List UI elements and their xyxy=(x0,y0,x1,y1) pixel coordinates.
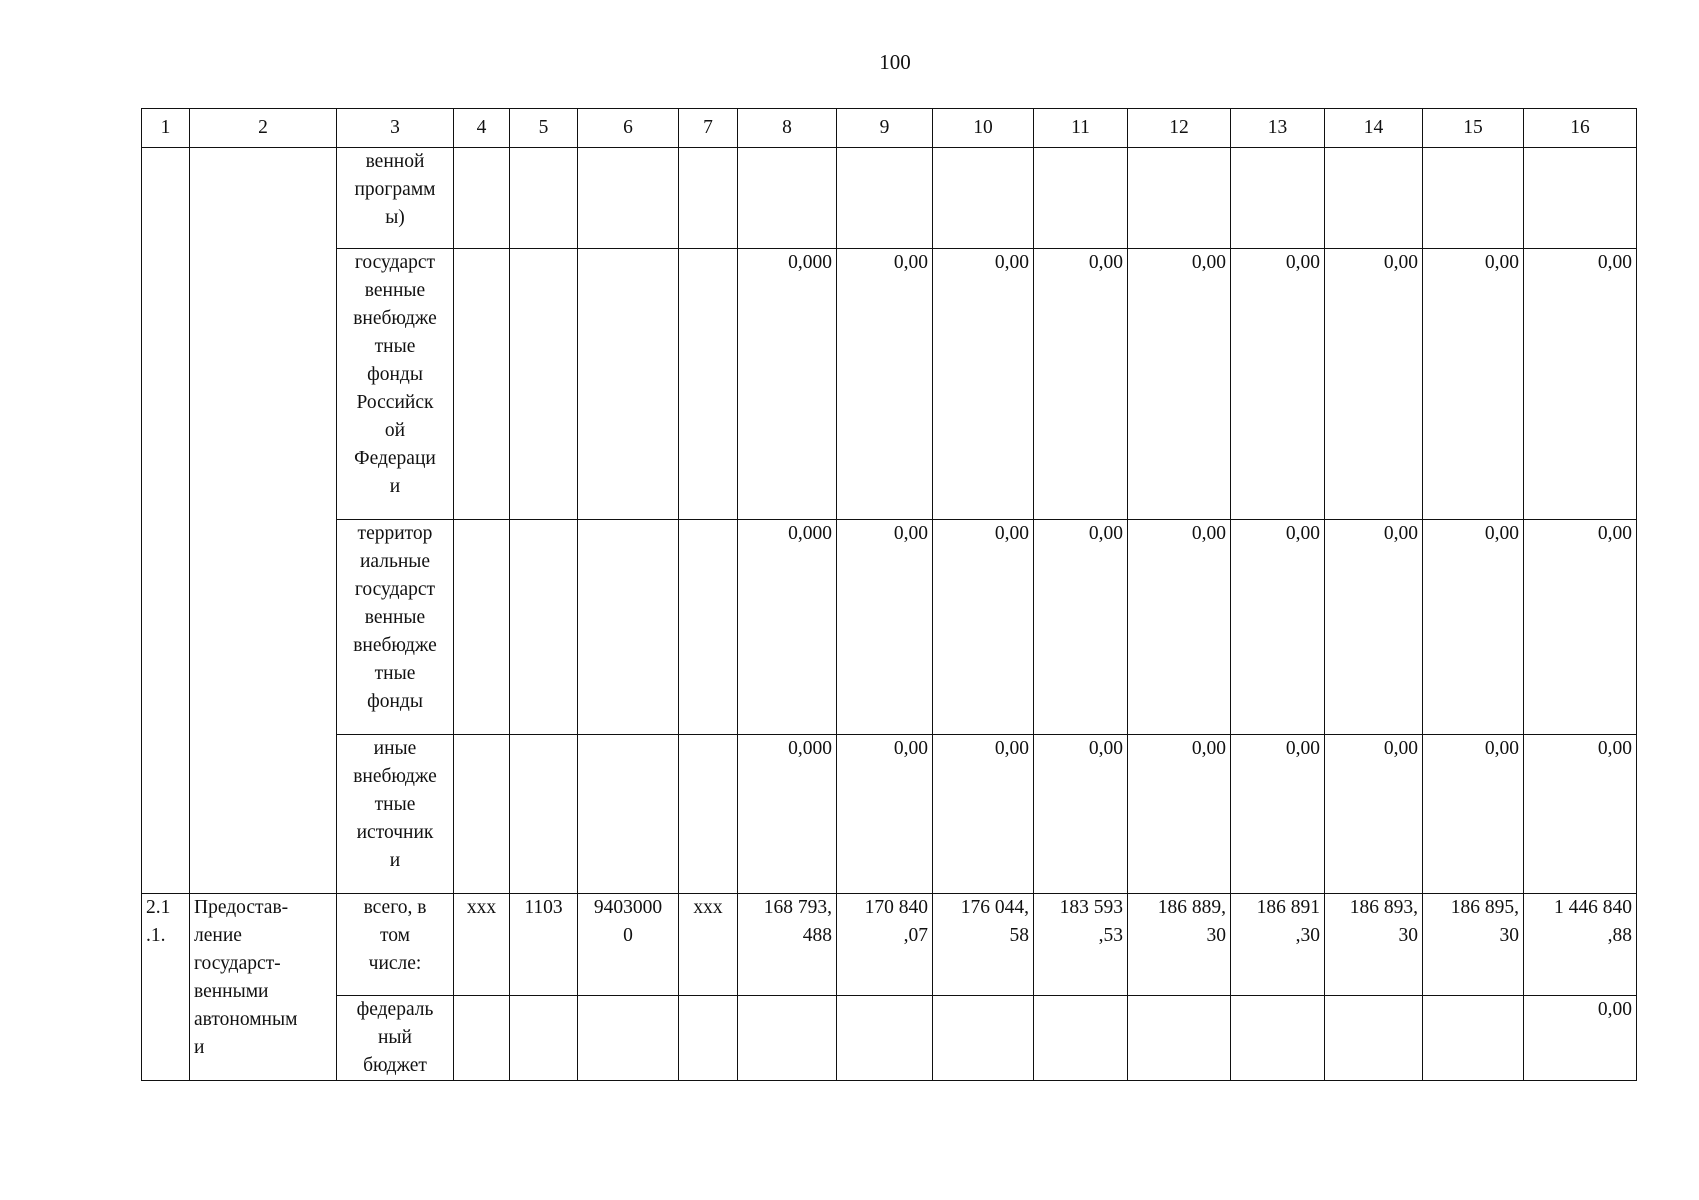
value-cell xyxy=(1325,894,1423,996)
value-text: 186 889, 30 xyxy=(1157,897,1226,946)
empty-cell xyxy=(578,520,679,735)
column-number: 15 xyxy=(1423,109,1524,148)
value-cell: 0,00 xyxy=(837,735,933,894)
value-cell xyxy=(738,996,837,1081)
value-cell: 0,00 xyxy=(1325,735,1423,894)
source-text: федераль ный бюджет xyxy=(356,999,434,1076)
column-number: 4 xyxy=(454,109,510,148)
value-cell: 0,00 xyxy=(1524,735,1637,894)
name-cell-empty xyxy=(190,148,337,894)
empty-cell xyxy=(679,735,738,894)
value-cell xyxy=(837,148,933,249)
empty-cell xyxy=(454,249,510,520)
csr-cell xyxy=(578,996,679,1081)
value-text: 186 891 ,30 xyxy=(1256,897,1320,946)
column-number: 11 xyxy=(1034,109,1128,148)
table-row xyxy=(142,996,1637,1081)
column-number: 7 xyxy=(679,109,738,148)
value-cell: 0,00 xyxy=(1231,520,1325,735)
empty-cell xyxy=(679,249,738,520)
number-cell-empty xyxy=(142,148,190,894)
value-cell: 0,00 xyxy=(933,249,1034,520)
column-number: 3 xyxy=(337,109,454,148)
value-cell xyxy=(1423,148,1524,249)
value-cell: 0,00 xyxy=(1231,735,1325,894)
column-number: 9 xyxy=(837,109,933,148)
budget-table xyxy=(141,108,1637,1081)
source-cell xyxy=(337,735,454,894)
value-cell xyxy=(1423,894,1524,996)
value-text: 170 840 ,07 xyxy=(864,897,928,946)
value-cell: 0,000 xyxy=(738,735,837,894)
value-cell: 0,000 xyxy=(738,249,837,520)
column-number: 6 xyxy=(578,109,679,148)
table-row xyxy=(142,249,1637,520)
value-cell xyxy=(1231,894,1325,996)
value-cell xyxy=(933,894,1034,996)
value-cell xyxy=(1524,148,1637,249)
column-number: 14 xyxy=(1325,109,1423,148)
column-number: 12 xyxy=(1128,109,1231,148)
value-cell xyxy=(837,894,933,996)
value-text: 1 446 840 ,88 xyxy=(1554,897,1632,946)
vr-cell xyxy=(679,996,738,1081)
empty-cell xyxy=(454,735,510,894)
empty-cell xyxy=(510,520,578,735)
value-cell xyxy=(1325,996,1423,1081)
empty-cell xyxy=(510,249,578,520)
value-cell xyxy=(1231,996,1325,1081)
measure-name: Предостав- ление государст- венными автономным и xyxy=(194,897,298,1058)
value-cell: 0,00 xyxy=(1325,520,1423,735)
empty-cell xyxy=(578,735,679,894)
grbs-cell: ххх xyxy=(454,894,510,996)
value-cell: 0,00 xyxy=(933,735,1034,894)
value-cell: 0,00 xyxy=(1524,249,1637,520)
value-cell: 0,00 xyxy=(1524,996,1637,1081)
source-cell xyxy=(337,996,454,1081)
empty-cell xyxy=(510,735,578,894)
empty-cell xyxy=(679,520,738,735)
value-cell: 0,00 xyxy=(1034,735,1128,894)
value-cell xyxy=(738,894,837,996)
column-number-row xyxy=(142,109,1637,148)
source-text: иные внебюдже тные источник и xyxy=(353,738,437,871)
source-text: венной программ ы) xyxy=(354,151,436,228)
value-cell xyxy=(1128,148,1231,249)
column-number: 2 xyxy=(190,109,337,148)
value-text: 176 044, 58 xyxy=(960,897,1029,946)
value-cell: 0,00 xyxy=(837,520,933,735)
source-cell xyxy=(337,249,454,520)
value-cell xyxy=(1128,996,1231,1081)
value-cell: 0,00 xyxy=(1325,249,1423,520)
value-cell xyxy=(933,996,1034,1081)
table-row xyxy=(142,520,1637,735)
value-cell xyxy=(837,996,933,1081)
empty-cell xyxy=(578,148,679,249)
empty-cell xyxy=(454,520,510,735)
empty-cell xyxy=(679,148,738,249)
table-row xyxy=(142,735,1637,894)
value-cell xyxy=(738,148,837,249)
value-cell xyxy=(1034,996,1128,1081)
value-cell: 0,00 xyxy=(1524,520,1637,735)
value-cell xyxy=(1231,148,1325,249)
value-cell xyxy=(933,148,1034,249)
value-cell: 0,00 xyxy=(837,249,933,520)
source-cell xyxy=(337,148,454,249)
source-text: государст венные внебюдже тные фонды Российск ой Федераци и xyxy=(353,252,437,497)
value-cell xyxy=(1325,148,1423,249)
measure-name-cell xyxy=(190,894,337,1081)
value-text: 186 893, 30 xyxy=(1349,897,1418,946)
column-number: 13 xyxy=(1231,109,1325,148)
table-row xyxy=(142,894,1637,996)
table-row xyxy=(142,148,1637,249)
csr-text: 9403000 0 xyxy=(593,897,663,946)
grbs-cell xyxy=(454,996,510,1081)
value-text: 183 593 ,53 xyxy=(1059,897,1123,946)
value-cell xyxy=(1034,148,1128,249)
rzpr-cell: 1103 xyxy=(510,894,578,996)
empty-cell xyxy=(578,249,679,520)
vr-cell: ххх xyxy=(679,894,738,996)
column-number: 16 xyxy=(1524,109,1637,148)
value-cell: 0,00 xyxy=(1034,520,1128,735)
source-text: всего, в том числе: xyxy=(363,897,427,974)
value-cell xyxy=(1128,894,1231,996)
column-number: 10 xyxy=(933,109,1034,148)
value-cell: 0,00 xyxy=(1128,520,1231,735)
value-text: 168 793, 488 xyxy=(763,897,832,946)
source-cell xyxy=(337,894,454,996)
value-cell: 0,00 xyxy=(1423,735,1524,894)
value-cell: 0,00 xyxy=(1128,249,1231,520)
measure-number-cell xyxy=(142,894,190,1081)
empty-cell xyxy=(510,148,578,249)
measure-number: 2.1 .1. xyxy=(146,897,171,946)
source-text: территор иальные государст венные внебюдже тные фонды xyxy=(353,523,437,712)
value-cell: 0,00 xyxy=(1423,520,1524,735)
column-number: 1 xyxy=(142,109,190,148)
value-cell: 0,00 xyxy=(1128,735,1231,894)
rzpr-cell xyxy=(510,996,578,1081)
page-number: 100 xyxy=(879,50,911,74)
value-cell: 0,00 xyxy=(1423,249,1524,520)
value-cell xyxy=(1524,894,1637,996)
value-cell: 0,00 xyxy=(933,520,1034,735)
empty-cell xyxy=(454,148,510,249)
value-cell xyxy=(1423,996,1524,1081)
value-text: 186 895, 30 xyxy=(1450,897,1519,946)
value-cell xyxy=(1034,894,1128,996)
source-cell xyxy=(337,520,454,735)
value-cell: 0,00 xyxy=(1231,249,1325,520)
value-cell: 0,000 xyxy=(738,520,837,735)
csr-cell xyxy=(578,894,679,996)
column-number: 5 xyxy=(510,109,578,148)
value-cell: 0,00 xyxy=(1034,249,1128,520)
column-number: 8 xyxy=(738,109,837,148)
